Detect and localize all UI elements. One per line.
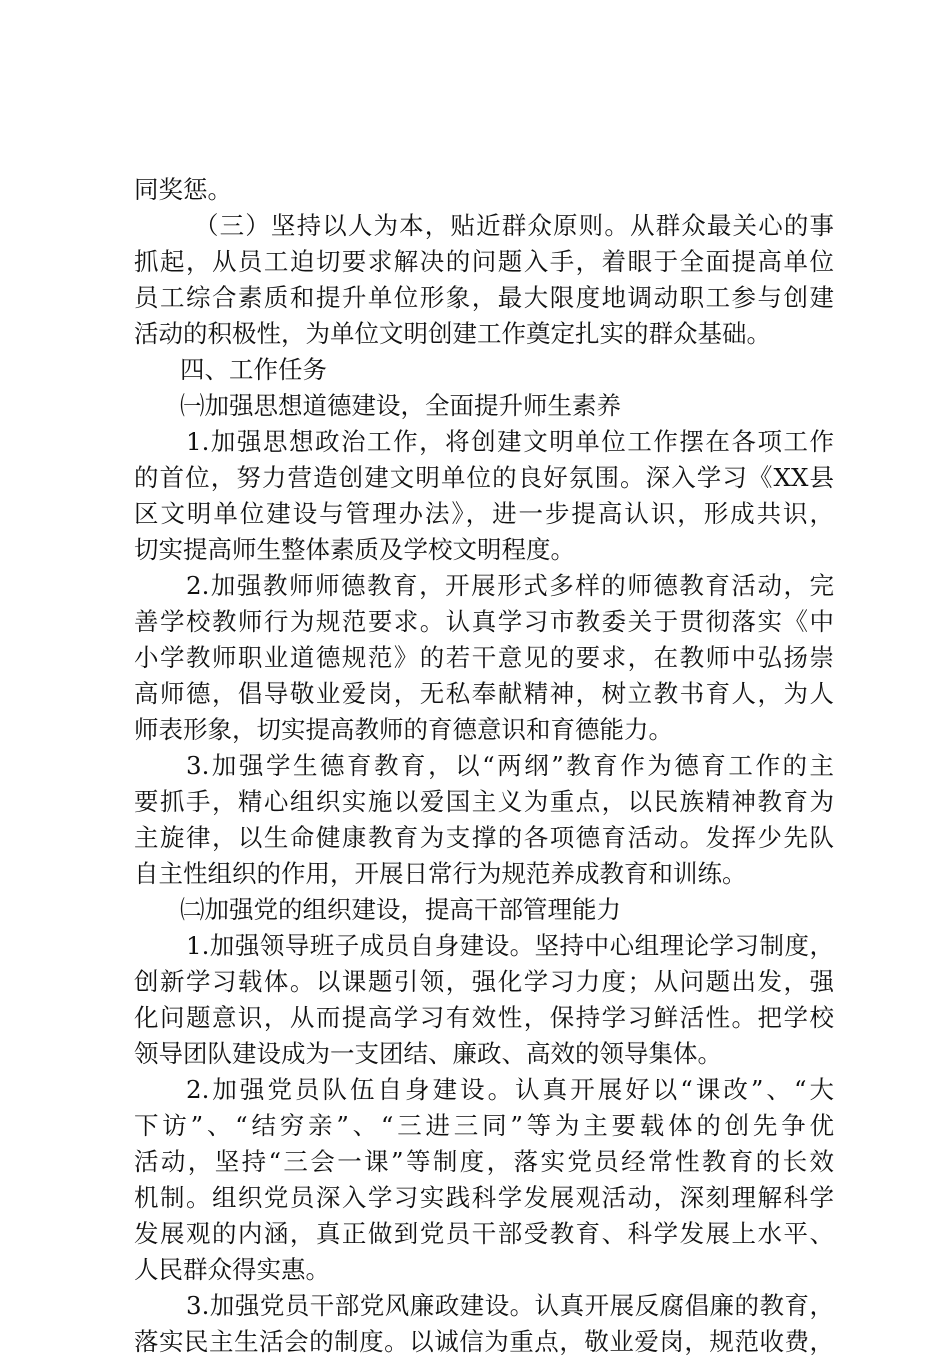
text-line: 1.加强思想政治工作，将创建文明单位工作摆在各项工作 bbox=[186, 427, 834, 456]
text-line: 活动的积极性，为单位文明创建工作奠定扎实的群众基础。 bbox=[134, 319, 771, 348]
text-line: 下访”、“结穷亲”、“三进三同”等为主要载体的创先争优 bbox=[134, 1111, 834, 1140]
subsection-heading: ㈠加强思想道德建设，全面提升师生素养 bbox=[180, 391, 621, 420]
text-line: 领导团队建设成为一支团结、廉政、高效的领导集体。 bbox=[134, 1039, 722, 1068]
text-line: 机制。组织党员深入学习实践科学发展观活动，深刻理解科学 bbox=[134, 1183, 834, 1212]
text-line: 要抓手，精心组织实施以爱国主义为重点，以民族精神教育为 bbox=[134, 787, 834, 816]
text-line: 师表形象，切实提高教师的育德意识和育德能力。 bbox=[134, 715, 673, 744]
text-line: 员工综合素质和提升单位形象，最大限度地调动职工参与创建 bbox=[134, 283, 834, 312]
text-line: 小学教师职业道德规范》的若干意见的要求，在教师中弘扬崇 bbox=[134, 643, 834, 672]
text-line: 活动，坚持“三会一课”等制度，落实党员经常性教育的长效 bbox=[134, 1147, 834, 1176]
section-heading: 四、工作任务 bbox=[180, 355, 327, 384]
text-line: 发展观的内涵，真正做到党员干部受教育、科学发展上水平、 bbox=[134, 1219, 834, 1248]
text-line: 的首位，努力营造创建文明单位的良好氛围。深入学习《XX县 bbox=[134, 463, 834, 492]
text-line: 化问题意识，从而提高学习有效性，保持学习鲜活性。把学校 bbox=[134, 1003, 834, 1032]
text-line: 3.加强学生德育教育，以“两纲”教育作为德育工作的主 bbox=[186, 751, 834, 780]
text-line: 落实民主生活会的制度。以诚信为重点，敬业爱岗，规范收费， bbox=[134, 1327, 834, 1356]
text-line: 3.加强党员干部党风廉政建设。认真开展反腐倡廉的教育， bbox=[186, 1291, 834, 1320]
text-line: 2.加强党员队伍自身建设。认真开展好以“课改”、“大 bbox=[186, 1075, 834, 1104]
subsection-heading: ㈡加强党的组织建设，提高干部管理能力 bbox=[180, 895, 621, 924]
text-line: 抓起，从员工迫切要求解决的问题入手，着眼于全面提高单位 bbox=[134, 247, 834, 276]
text-line: 创新学习载体。以课题引领，强化学习力度；从问题出发，强 bbox=[134, 967, 834, 996]
text-line: 切实提高师生整体素质及学校文明程度。 bbox=[134, 535, 575, 564]
text-line: 1.加强领导班子成员自身建设。坚持中心组理论学习制度， bbox=[186, 931, 834, 960]
text-line: 高师德，倡导敬业爱岗，无私奉献精神，树立教书育人，为人 bbox=[134, 679, 834, 708]
text-line: 同奖惩。 bbox=[134, 175, 232, 204]
text-line: 区文明单位建设与管理办法》，进一步提高认识，形成共识， bbox=[134, 499, 834, 528]
text-line: 自主性组织的作用，开展日常行为规范养成教育和训练。 bbox=[134, 859, 747, 888]
text-line: 人民群众得实惠。 bbox=[134, 1255, 330, 1284]
text-line: 善学校教师行为规范要求。认真学习市教委关于贯彻落实《中 bbox=[134, 607, 834, 636]
text-line: 2.加强教师师德教育，开展形式多样的师德教育活动，完 bbox=[186, 571, 834, 600]
text-line: 主旋律，以生命健康教育为支撑的各项德育活动。发挥少先队 bbox=[134, 823, 834, 852]
text-line: （三）坚持以人为本，贴近群众原则。从群众最关心的事 bbox=[194, 211, 834, 240]
